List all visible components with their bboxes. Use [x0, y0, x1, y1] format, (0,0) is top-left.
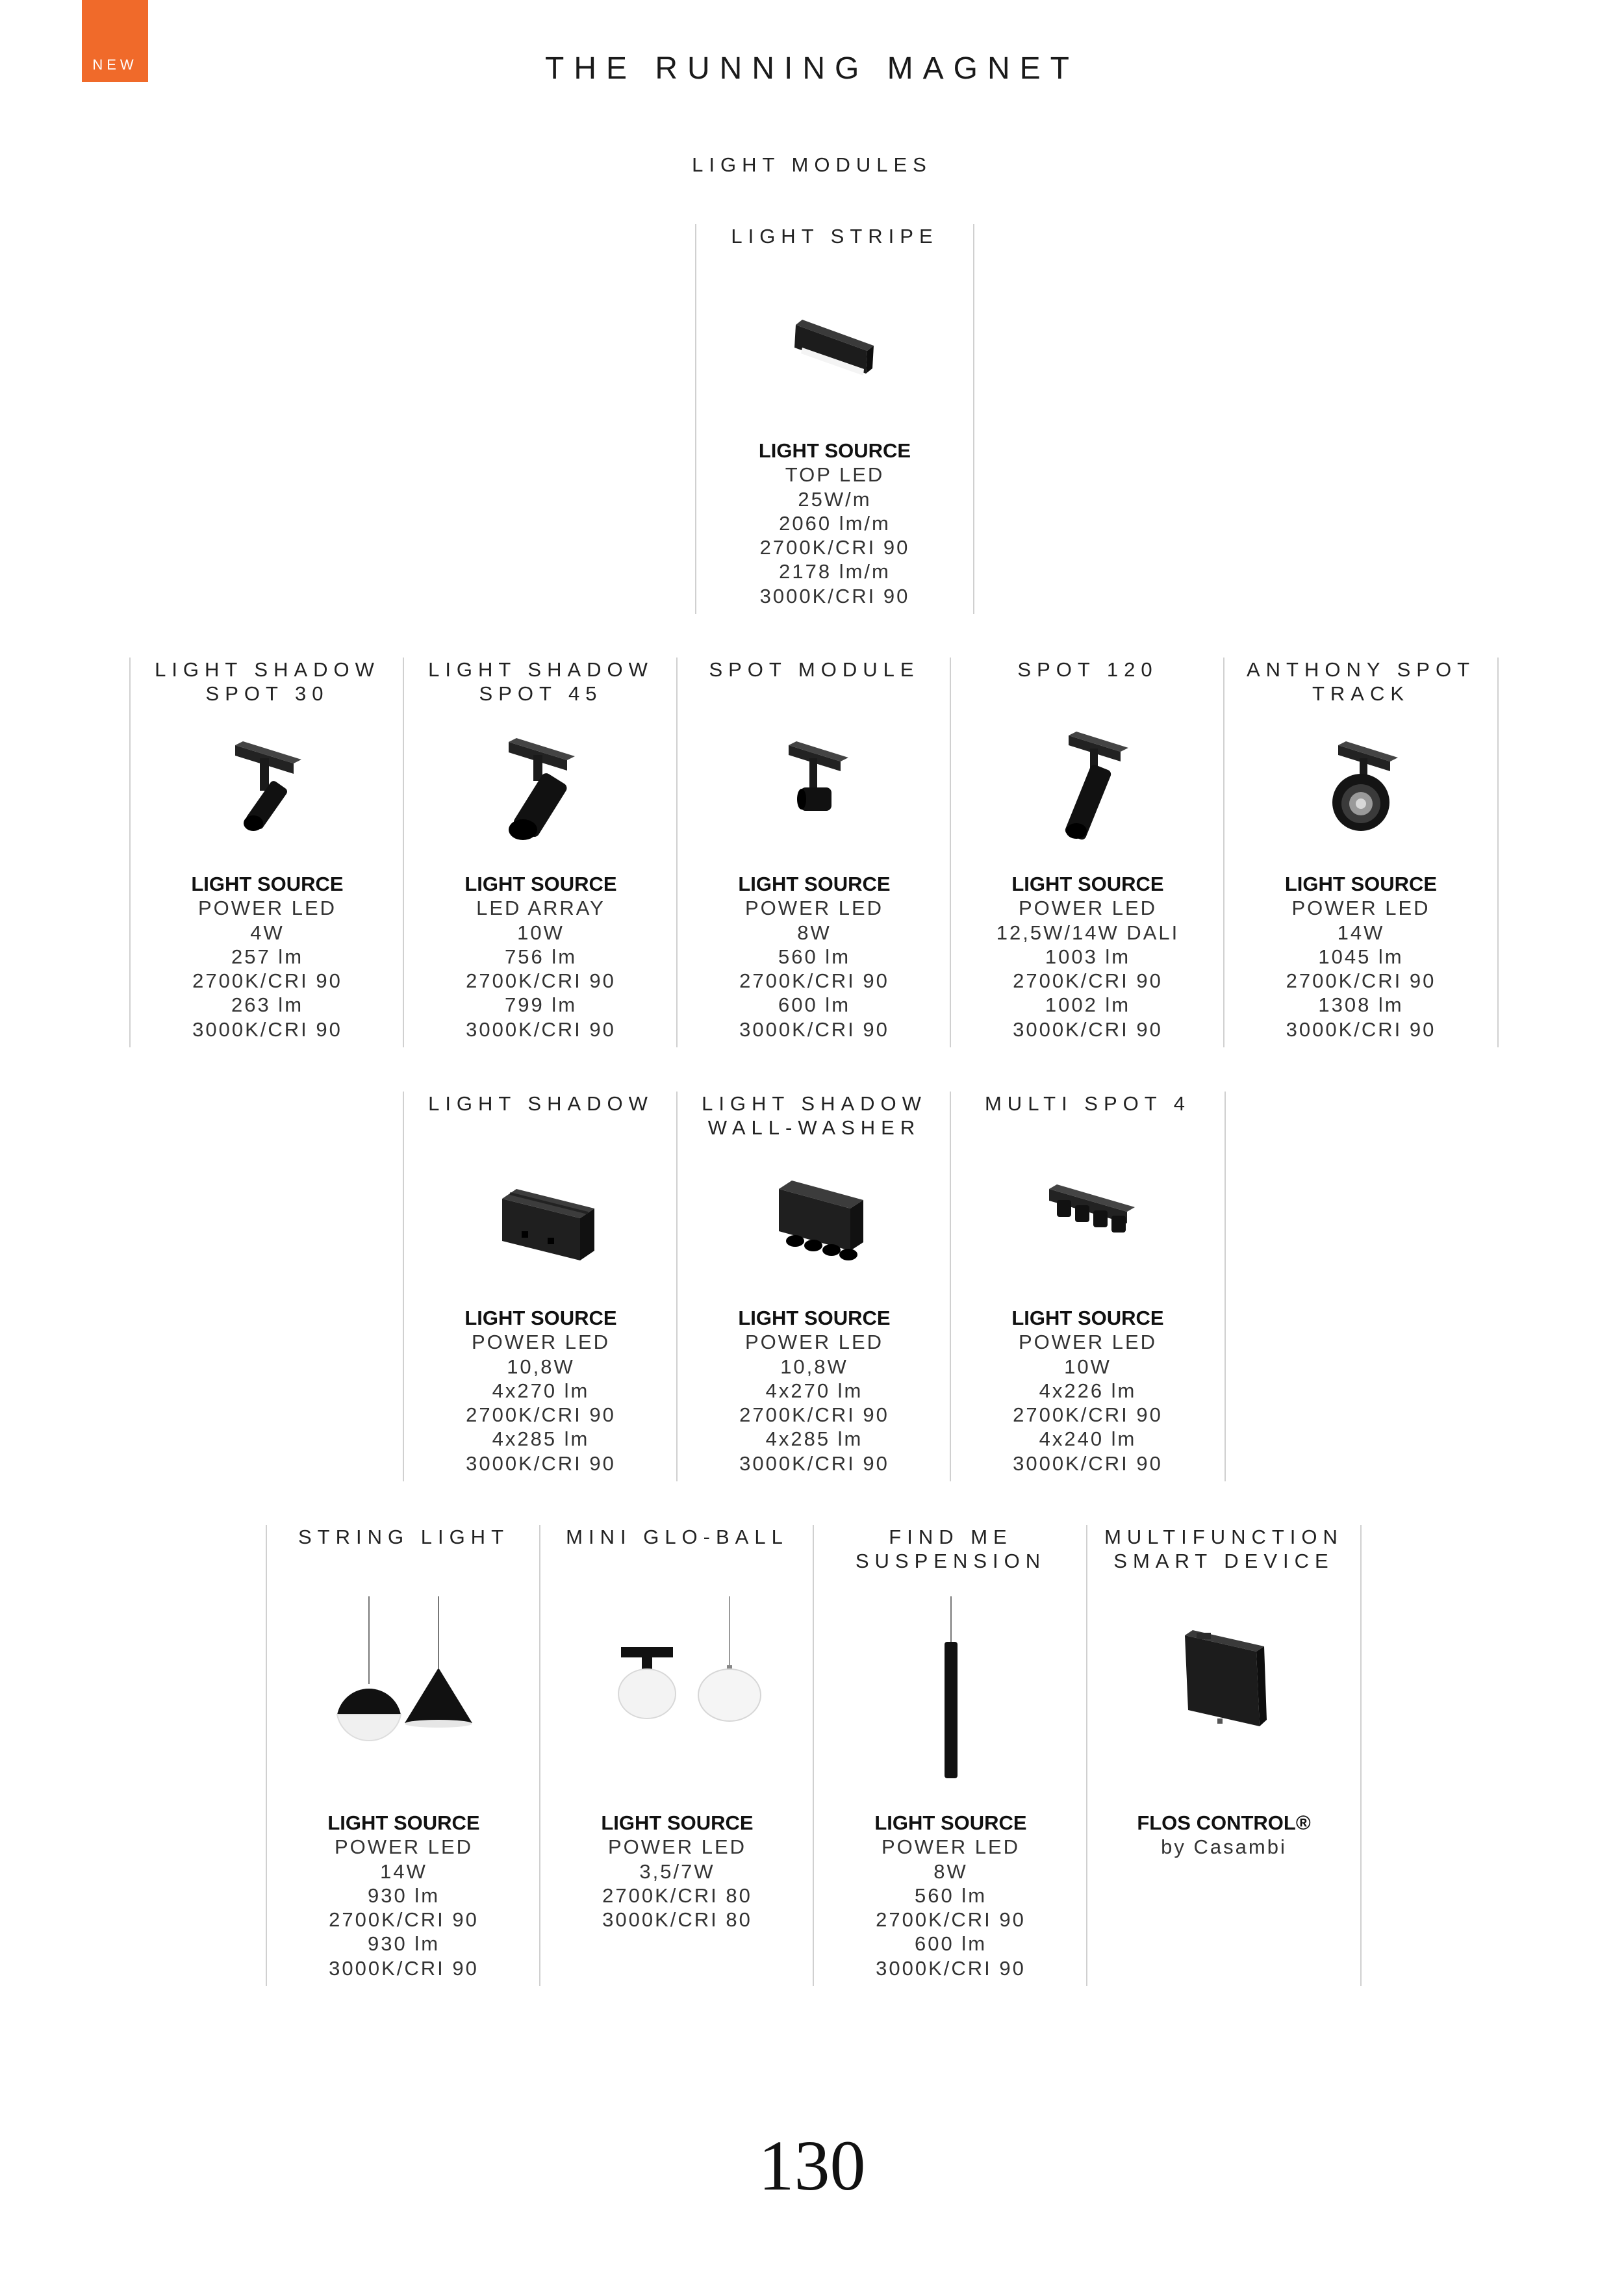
product-name: LIGHT STRIPE [731, 225, 939, 248]
product-light-shadow-spot-30 [129, 658, 404, 1047]
spot-module-image [678, 719, 951, 869]
spec-list: LIGHT SOURCE TOP LED 25W/m 2060 lm/m 2700K/CRI 90 2178 lm/m 3000K/CRI 90 [758, 439, 911, 607]
spec-list: LIGHT SOURCE POWER LED 8W 560 lm 2700K/CRI 90 600 lm 3000K/CRI 90 [874, 1811, 1027, 1980]
product-name: FIND ME SUSPENSION [855, 1526, 1047, 1572]
spec-list: LIGHT SOURCE POWER LED 10,8W 4x270 lm 2700K/CRI 90 4x285 lm 3000K/CRI 90 [738, 1307, 891, 1475]
spec-list: FLOS CONTROL® by Casambi [1137, 1811, 1311, 1859]
spec-list: LIGHT SOURCE POWER LED 14W 1045 lm 2700K/CRI 90 1308 lm 3000K/CRI 90 [1284, 873, 1438, 1041]
product-name: LIGHT SHADOW [428, 1092, 653, 1115]
section-title: LIGHT MODULES [692, 153, 932, 176]
light-shadow-box-image [404, 1153, 678, 1303]
spec-list: LIGHT SOURCE POWER LED 10,8W 4x270 lm 2700K/CRI 90 4x285 lm 3000K/CRI 90 [464, 1307, 617, 1475]
product-mini-glo-ball [539, 1525, 814, 1986]
light-stripe-image [696, 286, 973, 435]
spec-list: LIGHT SOURCE POWER LED 4W 257 lm 2700K/CRI 90 263 lm 3000K/CRI 90 [191, 873, 344, 1041]
product-name: SPOT 120 [1017, 658, 1158, 681]
find-me-image [814, 1596, 1087, 1791]
product-multi-spot-4 [950, 1092, 1226, 1481]
spec-list: LIGHT SOURCE POWER LED 12,5W/14W DALI 1003 lm 2700K/CRI 90 1002 lm 3000K/CRI 90 [996, 873, 1180, 1041]
multi-spot-image [951, 1153, 1224, 1303]
product-anthony-spot-track [1223, 658, 1499, 1047]
product-spot-120 [950, 658, 1224, 1047]
product-light-shadow [403, 1092, 678, 1481]
product-light-stripe [695, 224, 974, 614]
spec-list: LIGHT SOURCE POWER LED 3,5/7W 2700K/CRI 80 3000K/CRI 80 [601, 1811, 754, 1932]
product-find-me-suspension [813, 1525, 1087, 1986]
product-string-light [266, 1525, 540, 1986]
product-multifunction-smart-device [1086, 1525, 1362, 1986]
wall-washer-image [678, 1153, 951, 1303]
spec-list: LIGHT SOURCE LED ARRAY 10W 756 lm 2700K/CRI 90 799 lm 3000K/CRI 90 [464, 873, 617, 1041]
spec-list: LIGHT SOURCE POWER LED 8W 560 lm 2700K/CRI 90 600 lm 3000K/CRI 90 [738, 873, 891, 1041]
new-badge: NEW [82, 0, 148, 82]
spot-120-image [951, 719, 1224, 869]
page-number: 130 [758, 2126, 866, 2205]
product-spot-module [676, 658, 951, 1047]
string-light-image [267, 1596, 540, 1791]
spec-list: LIGHT SOURCE POWER LED 14W 930 lm 2700K/CRI 90 930 lm 3000K/CRI 90 [327, 1811, 480, 1980]
product-light-shadow-wall-washer [676, 1092, 951, 1481]
product-name: LIGHT SHADOW SPOT 45 [428, 658, 653, 705]
product-name: LIGHT SHADOW WALL-WASHER [702, 1092, 927, 1139]
page-title: THE RUNNING MAGNET [545, 51, 1079, 86]
product-name: LIGHT SHADOW SPOT 30 [155, 658, 380, 705]
product-name: MULTI SPOT 4 [984, 1092, 1191, 1115]
product-light-shadow-spot-45 [403, 658, 678, 1047]
anthony-spot-image [1224, 719, 1497, 869]
product-name: SPOT MODULE [709, 658, 920, 681]
mini-glo-ball-image [540, 1596, 814, 1791]
product-name: MULTIFUNCTION SMART DEVICE [1104, 1526, 1343, 1572]
spot-45-image [404, 719, 678, 869]
spec-list: LIGHT SOURCE POWER LED 10W 4x226 lm 2700K/CRI 90 4x240 lm 3000K/CRI 90 [1011, 1307, 1164, 1475]
spot-30-image [131, 719, 404, 869]
product-name: STRING LIGHT [298, 1526, 509, 1548]
smart-device-image [1087, 1596, 1360, 1791]
product-name: ANTHONY SPOT TRACK [1246, 658, 1476, 705]
product-name: MINI GLO-BALL [566, 1526, 789, 1548]
